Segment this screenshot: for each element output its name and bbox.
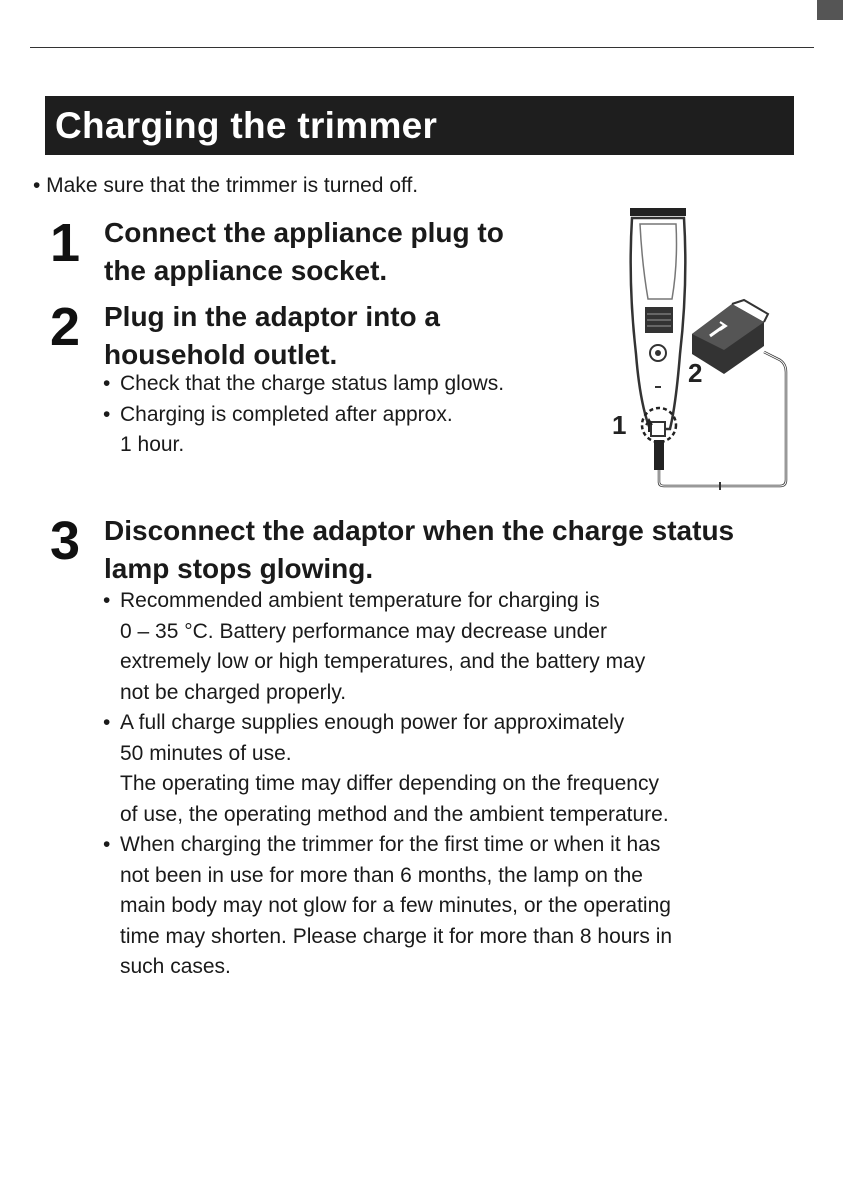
note-item: • A full charge supplies enough power for approximately 50 minutes of use. The operating time may differ depending on the frequency of use, the operating method and the ambient temperature. bbox=[103, 711, 669, 826]
step-1-number: 1 bbox=[50, 213, 81, 273]
note-item: • Check that the charge status lamp glows. bbox=[103, 372, 505, 395]
note-item: • When charging the trimmer for the first time or when it has not been in use for more than 6 months, the lamp on the main body may not glow for a few minutes, or the operating time may shorten. Please charge it for more than 8 hours in such cases. bbox=[103, 833, 673, 978]
section-title: Charging the trimmer bbox=[45, 96, 794, 155]
header-rule bbox=[30, 47, 814, 48]
page-corner-tab bbox=[817, 0, 843, 20]
label-2: 2 bbox=[688, 358, 703, 388]
note-item: • Charging is completed after approx. 1 hour. bbox=[103, 402, 453, 456]
label-1: 1 bbox=[612, 410, 627, 440]
intro-note: • Make sure that the trimmer is turned off. bbox=[33, 174, 419, 197]
step-2-number: 2 bbox=[50, 297, 81, 357]
adaptor-icon bbox=[692, 300, 768, 374]
step-2-notes bbox=[103, 369, 504, 461]
appliance-plug-icon bbox=[654, 440, 664, 470]
step-3-number: 3 bbox=[50, 511, 81, 571]
note-item: • Recommended ambient temperature for charging is 0 – 35 °C. Battery performance may decrease under extremely low or high temperatures, and the battery may not be charged properly. bbox=[103, 589, 646, 704]
step-1-title: Connect the appliance plug to the appliance socket. bbox=[104, 217, 504, 286]
blade-icon bbox=[630, 208, 686, 216]
trimmer-charging-illustration bbox=[592, 204, 798, 494]
step-2-title: Plug in the adaptor into a household outlet. bbox=[104, 301, 440, 370]
step-3-notes bbox=[103, 586, 672, 983]
step-3-title: Disconnect the adaptor when the charge status lamp stops glowing. bbox=[104, 515, 735, 584]
